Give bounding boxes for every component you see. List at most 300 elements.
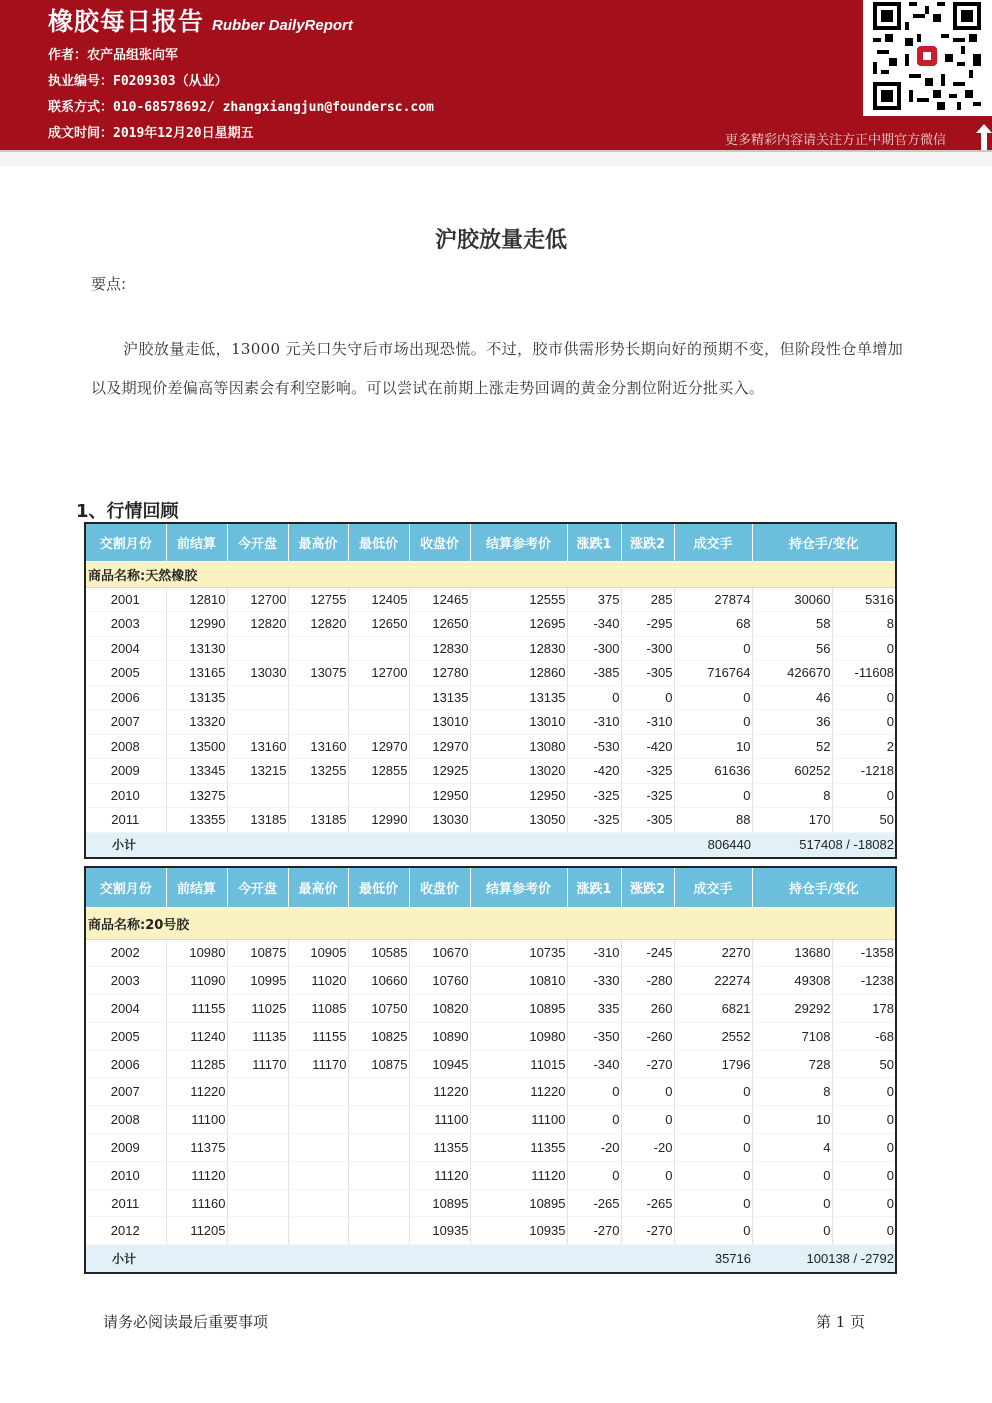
- cell-month: 2004: [85, 636, 166, 661]
- table-cell: 6821: [674, 995, 752, 1023]
- table-cell: [348, 710, 409, 735]
- col-header-settle-ref: 结算参考价: [470, 523, 567, 561]
- table-cell: [348, 1161, 409, 1189]
- table-cell: 11100: [166, 1106, 227, 1134]
- table-cell: 13135: [470, 685, 567, 710]
- table-cell: 0: [567, 1106, 621, 1134]
- table-cell: 10935: [470, 1217, 567, 1245]
- col-header-change1: 涨跌1: [567, 523, 621, 561]
- table-cell: 13345: [166, 759, 227, 784]
- table-cell: 0: [567, 685, 621, 710]
- table-cell: 12970: [409, 734, 470, 759]
- table-cell: -310: [567, 710, 621, 735]
- table-cell: 12820: [288, 612, 348, 637]
- table-cell: -270: [567, 1217, 621, 1245]
- table-cell: 29292: [752, 995, 832, 1023]
- table-cell: 12755: [288, 587, 348, 612]
- table-row: [85, 685, 896, 710]
- table-cell: 0: [674, 1161, 752, 1189]
- table-cell: -325: [567, 783, 621, 808]
- table-row: [85, 661, 896, 686]
- table-cell: -325: [621, 759, 674, 784]
- table-cell: -260: [621, 1022, 674, 1050]
- table-cell: [348, 1106, 409, 1134]
- table-cell: 13160: [227, 734, 288, 759]
- cell-month: 2003: [85, 967, 166, 995]
- table-cell: -350: [567, 1022, 621, 1050]
- table-row: [85, 710, 896, 735]
- subtotal-row: [85, 1245, 896, 1273]
- table-cell: -385: [567, 661, 621, 686]
- table-cell: 56: [752, 636, 832, 661]
- table-cell: 10895: [409, 1189, 470, 1217]
- report-header-banner: [0, 0, 992, 150]
- table-row: [85, 1106, 896, 1134]
- subtotal-volume: 35716: [674, 1245, 752, 1273]
- table-cell: [227, 1161, 288, 1189]
- table-cell: 11160: [166, 1189, 227, 1217]
- cell-month: 2010: [85, 783, 166, 808]
- table-cell: 13010: [470, 710, 567, 735]
- natural-rubber-quote-table: [84, 522, 897, 859]
- table-cell: 11220: [470, 1078, 567, 1106]
- table-row: [85, 1161, 896, 1189]
- table-cell: [227, 710, 288, 735]
- table-cell: 11375: [166, 1134, 227, 1162]
- table-cell: 12830: [470, 636, 567, 661]
- license-line: 执业编号：F0209303（从业）: [48, 74, 228, 89]
- table-cell: [288, 1106, 348, 1134]
- report-title: [48, 2, 353, 38]
- table-cell: 0: [674, 1189, 752, 1217]
- table-row: [85, 1050, 896, 1078]
- table-cell: -310: [621, 710, 674, 735]
- table-cell: 1796: [674, 1050, 752, 1078]
- product-name-row: [85, 561, 896, 587]
- table-cell: 4: [752, 1134, 832, 1162]
- table-row: [85, 1189, 896, 1217]
- table-cell: 12810: [166, 587, 227, 612]
- table-cell: 22274: [674, 967, 752, 995]
- table-cell: 11240: [166, 1022, 227, 1050]
- table-cell: -270: [621, 1217, 674, 1245]
- cell-month: 2003: [85, 612, 166, 637]
- table-cell: 0: [621, 685, 674, 710]
- table-cell: [348, 1189, 409, 1217]
- table-cell: 11205: [166, 1217, 227, 1245]
- table-cell: -265: [621, 1189, 674, 1217]
- table-cell: [348, 1078, 409, 1106]
- col-header-open: 今开盘: [227, 523, 288, 561]
- table-cell: -300: [621, 636, 674, 661]
- table-cell: 13275: [166, 783, 227, 808]
- table-cell: 0: [674, 1134, 752, 1162]
- table-cell: -265: [567, 1189, 621, 1217]
- table-row: [85, 1134, 896, 1162]
- page-number: 第 1 页: [816, 1313, 866, 1331]
- table-cell: -295: [621, 612, 674, 637]
- table-cell: 10935: [409, 1217, 470, 1245]
- table-row: [85, 734, 896, 759]
- table-cell: 11155: [166, 995, 227, 1023]
- table-cell: 12990: [166, 612, 227, 637]
- subtotal-open-interest: 517408 / -18082: [752, 832, 896, 858]
- col-header-open-interest: 持仓手/变化: [752, 867, 896, 907]
- table-cell: 12405: [348, 587, 409, 612]
- table-cell: 0: [674, 1078, 752, 1106]
- cell-month: 2006: [85, 685, 166, 710]
- table-cell: 13355: [166, 808, 227, 833]
- subtotal-label: 小计: [85, 1245, 674, 1273]
- table-cell: -20: [567, 1134, 621, 1162]
- table-cell: 0: [752, 1161, 832, 1189]
- cell-month: 2006: [85, 1050, 166, 1078]
- table-cell: 12695: [470, 612, 567, 637]
- table-cell: -420: [567, 759, 621, 784]
- table-cell: -325: [621, 783, 674, 808]
- section-title: 1、行情回顾: [76, 501, 179, 522]
- table-cell: 10890: [409, 1022, 470, 1050]
- table-cell: 11100: [409, 1106, 470, 1134]
- cell-month: 2011: [85, 808, 166, 833]
- table-cell: [227, 1217, 288, 1245]
- table-cell: 12925: [409, 759, 470, 784]
- table-cell: 12555: [470, 587, 567, 612]
- table-cell: 10670: [409, 939, 470, 967]
- table-cell: 10735: [470, 939, 567, 967]
- table-cell: -310: [567, 939, 621, 967]
- table-cell: 0: [674, 1217, 752, 1245]
- table-cell: 0: [832, 783, 896, 808]
- table-row: [85, 967, 896, 995]
- table-cell: 0: [674, 710, 752, 735]
- table-cell: 0: [832, 685, 896, 710]
- cell-month: 2008: [85, 1106, 166, 1134]
- table-row: [85, 612, 896, 637]
- table-cell: 10905: [288, 939, 348, 967]
- cell-month: 2001: [85, 587, 166, 612]
- report-title-en: Rubber DailyReport: [212, 17, 353, 34]
- table-cell: 11020: [288, 967, 348, 995]
- cell-month: 2002: [85, 939, 166, 967]
- table-cell: 0: [752, 1189, 832, 1217]
- table-cell: 10825: [348, 1022, 409, 1050]
- table-cell: 0: [832, 710, 896, 735]
- table-cell: 11015: [470, 1050, 567, 1078]
- table-row: [85, 995, 896, 1023]
- table-cell: 0: [674, 685, 752, 710]
- table-cell: [227, 636, 288, 661]
- table-cell: -530: [567, 734, 621, 759]
- table-cell: 10875: [348, 1050, 409, 1078]
- qr-code-frame: [863, 0, 992, 116]
- table-row: [85, 636, 896, 661]
- table-cell: [288, 710, 348, 735]
- table-cell: 11170: [227, 1050, 288, 1078]
- table-cell: 11090: [166, 967, 227, 995]
- table-cell: 0: [674, 1106, 752, 1134]
- table-cell: -300: [567, 636, 621, 661]
- table-cell: -340: [567, 612, 621, 637]
- table-cell: -305: [621, 808, 674, 833]
- table-cell: 10945: [409, 1050, 470, 1078]
- col-header-low: 最低价: [348, 523, 409, 561]
- subtotal-volume: 806440: [674, 832, 752, 858]
- cell-month: 2008: [85, 734, 166, 759]
- table-cell: 335: [567, 995, 621, 1023]
- table-cell: 285: [621, 587, 674, 612]
- table-cell: -68: [832, 1022, 896, 1050]
- table-cell: 12830: [409, 636, 470, 661]
- table-cell: [227, 1134, 288, 1162]
- table-cell: 12820: [227, 612, 288, 637]
- product-name-row: [85, 907, 896, 939]
- table-cell: 12970: [348, 734, 409, 759]
- col-header-change1: 涨跌1: [567, 867, 621, 907]
- col-header-high: 最高价: [288, 867, 348, 907]
- table-cell: 10: [674, 734, 752, 759]
- table-cell: 12650: [409, 612, 470, 637]
- table-cell: 10895: [470, 995, 567, 1023]
- table-cell: 12860: [470, 661, 567, 686]
- table-cell: 8: [752, 783, 832, 808]
- table-cell: 426670: [752, 661, 832, 686]
- table-cell: 0: [832, 1106, 896, 1134]
- table-cell: [288, 1161, 348, 1189]
- report-title-cn: 橡胶每日报告: [48, 7, 205, 36]
- product-name: 商品名称:20号胶: [85, 907, 896, 939]
- table-cell: -20: [621, 1134, 674, 1162]
- col-header-close: 收盘价: [409, 867, 470, 907]
- table-cell: [227, 685, 288, 710]
- col-header-volume: 成交手: [674, 523, 752, 561]
- table-cell: 12950: [470, 783, 567, 808]
- table-cell: [227, 783, 288, 808]
- cell-month: 2009: [85, 759, 166, 784]
- table-cell: 13185: [288, 808, 348, 833]
- table-cell: [348, 1217, 409, 1245]
- table-cell: 13130: [166, 636, 227, 661]
- col-header-month: 交割月份: [85, 523, 166, 561]
- table-cell: 0: [621, 1106, 674, 1134]
- table-cell: 11135: [227, 1022, 288, 1050]
- table-cell: 52: [752, 734, 832, 759]
- table-cell: 13030: [227, 661, 288, 686]
- table-cell: 11155: [288, 1022, 348, 1050]
- document-title: 沪胶放量走低: [434, 228, 567, 253]
- table-cell: 2270: [674, 939, 752, 967]
- table-cell: -280: [621, 967, 674, 995]
- col-header-close: 收盘价: [409, 523, 470, 561]
- subtotal-open-interest: 100138 / -2792: [752, 1245, 896, 1273]
- table-cell: 13215: [227, 759, 288, 784]
- table-cell: 10875: [227, 939, 288, 967]
- table-cell: 11120: [409, 1161, 470, 1189]
- table-cell: 260: [621, 995, 674, 1023]
- table-cell: 50: [832, 1050, 896, 1078]
- table-cell: [348, 685, 409, 710]
- cell-month: 2011: [85, 1189, 166, 1217]
- table-cell: 88: [674, 808, 752, 833]
- table-cell: -1218: [832, 759, 896, 784]
- table-cell: [288, 1189, 348, 1217]
- cell-month: 2007: [85, 710, 166, 735]
- table-cell: [288, 1134, 348, 1162]
- cell-month: 2012: [85, 1217, 166, 1245]
- col-header-change2: 涨跌2: [621, 867, 674, 907]
- wechat-note: 更多精彩内容请关注方正中期官方微信: [725, 133, 947, 148]
- table-cell: 0: [752, 1217, 832, 1245]
- table-cell: -330: [567, 967, 621, 995]
- key-points-label: 要点:: [91, 275, 127, 293]
- table-cell: 11355: [409, 1134, 470, 1162]
- table-cell: 11220: [166, 1078, 227, 1106]
- table-header-row: [85, 523, 896, 561]
- table-cell: 11285: [166, 1050, 227, 1078]
- qr-code-icon: [873, 2, 981, 110]
- table-cell: [227, 1189, 288, 1217]
- table-cell: 2552: [674, 1022, 752, 1050]
- table-cell: 27874: [674, 587, 752, 612]
- table-cell: 12780: [409, 661, 470, 686]
- table-cell: 178: [832, 995, 896, 1023]
- table-cell: 11170: [288, 1050, 348, 1078]
- table-cell: [288, 1078, 348, 1106]
- table-cell: 12990: [348, 808, 409, 833]
- table-cell: [348, 1134, 409, 1162]
- table-cell: 13135: [409, 685, 470, 710]
- table-row: [85, 1217, 896, 1245]
- table-cell: 49308: [752, 967, 832, 995]
- table-cell: 30060: [752, 587, 832, 612]
- table-cell: 11100: [470, 1106, 567, 1134]
- col-header-volume: 成交手: [674, 867, 752, 907]
- table-cell: 11120: [470, 1161, 567, 1189]
- footer-disclaimer: 请务必阅读最后重要事项: [103, 1313, 269, 1331]
- table-cell: 10585: [348, 939, 409, 967]
- table-cell: 10810: [470, 967, 567, 995]
- table-cell: -270: [621, 1050, 674, 1078]
- table-cell: [348, 783, 409, 808]
- table-cell: 11120: [166, 1161, 227, 1189]
- table-cell: 2: [832, 734, 896, 759]
- subtotal-label: 小计: [85, 832, 674, 858]
- table-cell: [227, 1078, 288, 1106]
- table-cell: 8: [752, 1078, 832, 1106]
- table-cell: [288, 1217, 348, 1245]
- table-cell: 0: [621, 1161, 674, 1189]
- table-cell: 13075: [288, 661, 348, 686]
- cell-month: 2007: [85, 1078, 166, 1106]
- table-cell: [348, 636, 409, 661]
- table-cell: 716764: [674, 661, 752, 686]
- table-cell: 0: [832, 1134, 896, 1162]
- table-row: [85, 759, 896, 784]
- table-cell: 0: [674, 636, 752, 661]
- table-cell: -420: [621, 734, 674, 759]
- table-cell: 0: [832, 1217, 896, 1245]
- table-cell: 60252: [752, 759, 832, 784]
- table-cell: 36: [752, 710, 832, 735]
- table-cell: 728: [752, 1050, 832, 1078]
- table-cell: 13030: [409, 808, 470, 833]
- table-cell: [288, 636, 348, 661]
- col-header-prev-settle: 前结算: [166, 867, 227, 907]
- cell-month: 2005: [85, 661, 166, 686]
- table-cell: 12855: [348, 759, 409, 784]
- table-row: [85, 939, 896, 967]
- table-cell: 10760: [409, 967, 470, 995]
- table-cell: 0: [621, 1078, 674, 1106]
- table-cell: 13500: [166, 734, 227, 759]
- table-row: [85, 1078, 896, 1106]
- table-cell: 10995: [227, 967, 288, 995]
- author-line: 作者：农产品组张向军: [48, 48, 179, 63]
- table-cell: 13185: [227, 808, 288, 833]
- table-cell: 0: [832, 636, 896, 661]
- summary-paragraph: 沪胶放量走低，13000 元关口失守后市场出现恐慌。不过，胶市供需形势长期向好的预期不变，但阶段性仓单增加以及期现价差偏高等因素会有利空影响。可以尝试在前期上涨走势回调的黄金分割位附近分批买入。: [91, 340, 903, 397]
- table-cell: 12950: [409, 783, 470, 808]
- table-cell: 10820: [409, 995, 470, 1023]
- cell-month: 2009: [85, 1134, 166, 1162]
- table-cell: [288, 783, 348, 808]
- table-cell: 0: [832, 1161, 896, 1189]
- cell-month: 2005: [85, 1022, 166, 1050]
- table-cell: 58: [752, 612, 832, 637]
- table-cell: 13080: [470, 734, 567, 759]
- col-header-month: 交割月份: [85, 867, 166, 907]
- col-header-open: 今开盘: [227, 867, 288, 907]
- col-header-low: 最低价: [348, 867, 409, 907]
- table-cell: 0: [832, 1078, 896, 1106]
- table-cell: 12700: [348, 661, 409, 686]
- table-cell: 13255: [288, 759, 348, 784]
- cell-month: 2004: [85, 995, 166, 1023]
- product-name: 商品名称:天然橡胶: [85, 561, 896, 587]
- table-cell: 8: [832, 612, 896, 637]
- table-cell: 10980: [166, 939, 227, 967]
- table-cell: 13680: [752, 939, 832, 967]
- table-cell: 10: [752, 1106, 832, 1134]
- table-cell: 11220: [409, 1078, 470, 1106]
- table-cell: 11085: [288, 995, 348, 1023]
- header-divider: [0, 150, 992, 166]
- col-header-settle-ref: 结算参考价: [470, 867, 567, 907]
- table-cell: 68: [674, 612, 752, 637]
- table-cell: -245: [621, 939, 674, 967]
- table-cell: -340: [567, 1050, 621, 1078]
- table-cell: 12465: [409, 587, 470, 612]
- table-row: [85, 587, 896, 612]
- table-cell: 13050: [470, 808, 567, 833]
- table-cell: 10660: [348, 967, 409, 995]
- date-line: 成文时间：2019年12月20日星期五: [48, 126, 254, 141]
- table-cell: 13165: [166, 661, 227, 686]
- table-cell: 11025: [227, 995, 288, 1023]
- table-cell: -1358: [832, 939, 896, 967]
- table-cell: 5316: [832, 587, 896, 612]
- tsr20-quote-table: [84, 866, 897, 1274]
- table-cell: [227, 1106, 288, 1134]
- col-header-open-interest: 持仓手/变化: [752, 523, 896, 561]
- table-row: [85, 808, 896, 833]
- table-cell: 7108: [752, 1022, 832, 1050]
- cell-month: 2010: [85, 1161, 166, 1189]
- table-cell: 375: [567, 587, 621, 612]
- table-cell: 12700: [227, 587, 288, 612]
- table-cell: 10750: [348, 995, 409, 1023]
- table-cell: 61636: [674, 759, 752, 784]
